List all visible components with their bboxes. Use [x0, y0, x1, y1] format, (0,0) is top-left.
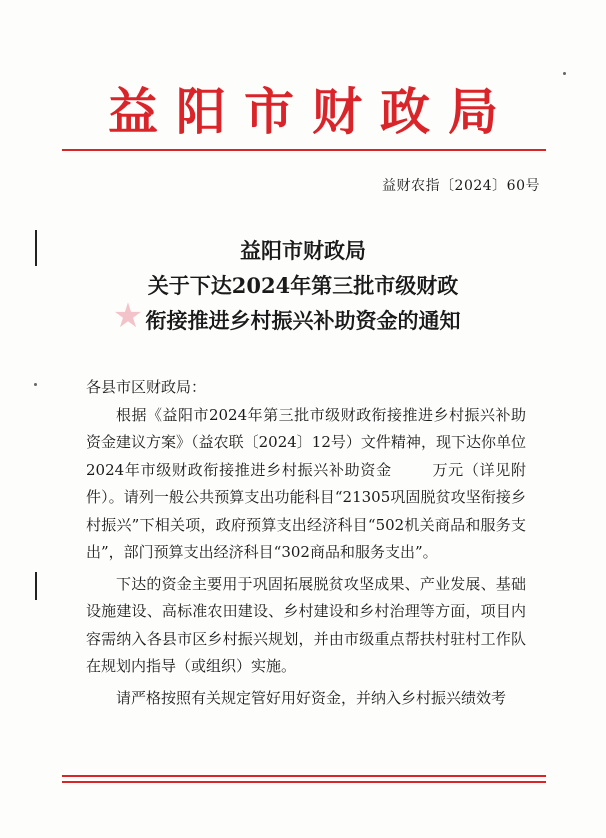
footer-red-rule-bottom: [62, 781, 546, 783]
footer-red-rule-top: [62, 775, 546, 777]
header-red-rule: [62, 149, 546, 151]
title-line-3: 衔接推进乡村振兴补助资金的通知: [145, 308, 461, 333]
paragraph-2: 下达的资金主要用于巩固拓展脱贫攻坚成果、产业发展、基础设施建设、高标准农田建设、乡村建设和乡村治理等方面，项目内容需纳入各县市区乡村振兴规划，并由市级重点帮扶村驻村工作队在规划内指导（或组织）实施。: [86, 574, 526, 675]
issuing-organization-header: 益阳市财政局: [108, 82, 516, 141]
faint-stamp-star-icon: ★: [112, 296, 144, 336]
title-line-1: 益阳市财政局: [240, 238, 366, 263]
paragraph-1: [86, 402, 526, 567]
document-number: 益财农指〔2024〕60号: [382, 178, 540, 194]
title-line-2: 关于下达2024年第三批市级财政: [147, 273, 459, 298]
document-title: [0, 233, 606, 338]
paragraph-3: 请严格按照有关规定管好用好资金，并纳入乡村振兴绩效考: [116, 688, 507, 707]
margin-mark-bottom: [35, 572, 37, 600]
margin-dot: [34, 383, 37, 386]
corner-dot: [563, 72, 566, 75]
paragraph-1-part-a: 根据《益阳市2024年第三批市级财政衔接推进乡村振兴补助资金建议方案》（益农联〔2024〕12号）文件精神，现下达你单位2024年市级财政衔接推进乡村振兴补助资金: [86, 405, 526, 479]
paragraph-1-part-b: 万元（详见附件）。请列一般公共预算支出功能科目“21305巩固脱贫攻坚衔接乡村振兴”下相关项，政府预算支出经济科目“502机关商品和服务支出”，部门预算支出经济科目“302商品和服务支出”。: [86, 460, 526, 561]
document-body: [86, 374, 526, 712]
salutation: 各县市区财政局：: [86, 378, 207, 396]
